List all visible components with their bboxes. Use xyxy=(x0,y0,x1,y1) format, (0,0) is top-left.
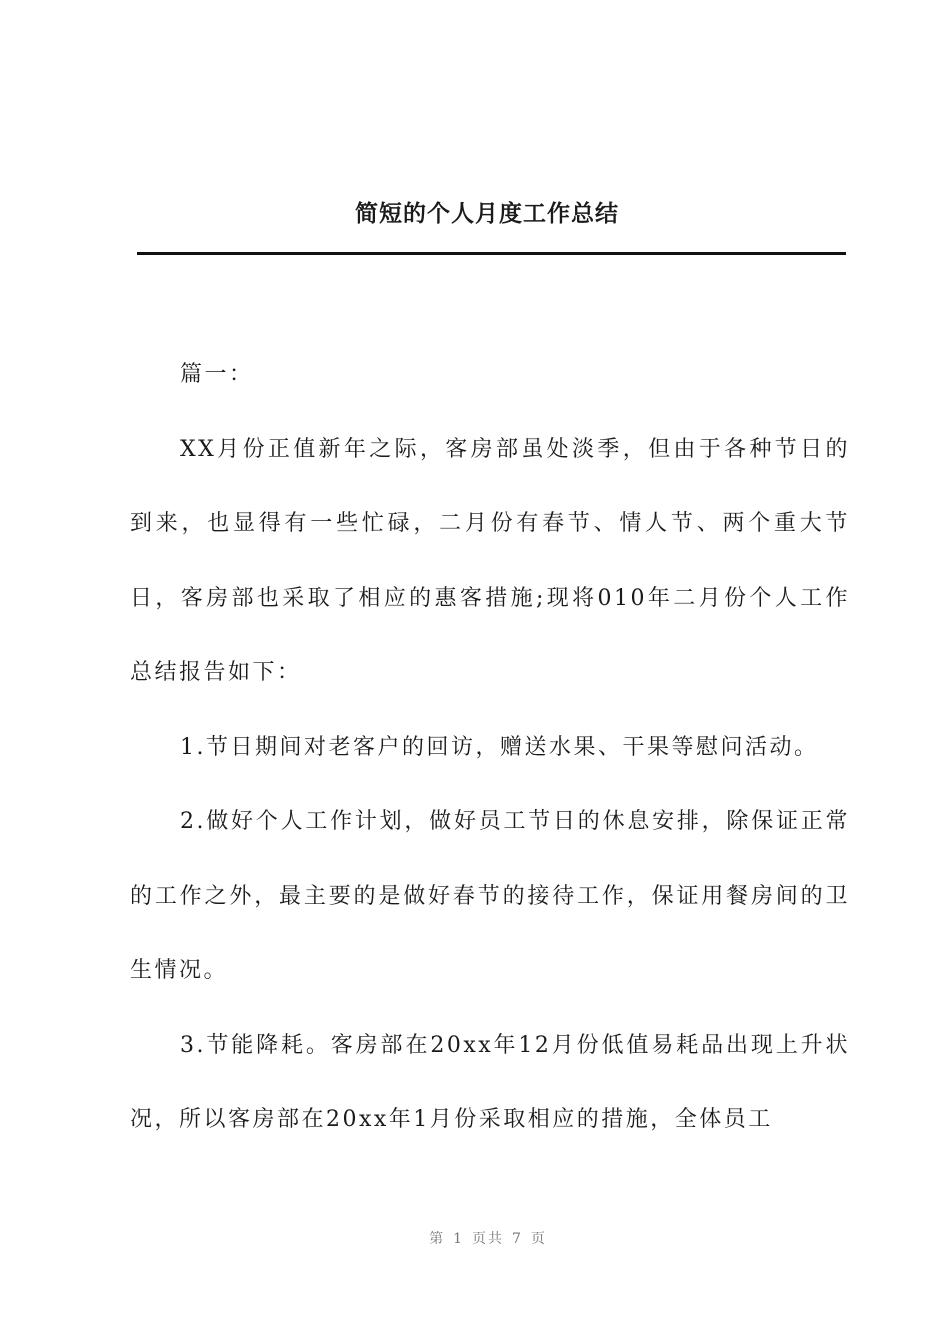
section-heading: 篇一： xyxy=(180,362,254,387)
document-title: 简短的个人月度工作总结 xyxy=(355,200,619,227)
footer-page-suffix: 页 xyxy=(530,1231,547,1247)
document-body xyxy=(130,338,850,1158)
footer-page-middle: 页共 xyxy=(472,1231,504,1247)
footer-page-prefix: 第 xyxy=(429,1231,446,1247)
title-underline xyxy=(137,252,846,255)
footer-page-number: 1 xyxy=(453,1231,464,1247)
page-footer xyxy=(0,1228,950,1250)
body-paragraph-item-2: 2.做好个人工作计划，做好员工节日的休息安排，除保证正常的工作之外，最主要的是做好春节的接待工作，保证用餐房间的卫生情况。 xyxy=(130,809,850,983)
body-paragraph-item-3: 3.节能降耗。客房部在20xx年12月份低值易耗品出现上升状况，所以客房部在20xx年1月份采取相应的措施，全体员工 xyxy=(130,1032,850,1132)
body-paragraph-intro: XX月份正值新年之际，客房部虽处淡季，但由于各种节日的到来，也显得有一些忙碌，二月份有春节、情人节、两个重大节日，客房部也采取了相应的惠客措施;现将010年二月份个人工作总结报告如下： xyxy=(130,436,850,685)
footer-page-total: 7 xyxy=(512,1231,523,1247)
body-paragraph-item-1: 1.节日期间对老客户的回访，赠送水果、干果等慰问活动。 xyxy=(180,734,819,760)
